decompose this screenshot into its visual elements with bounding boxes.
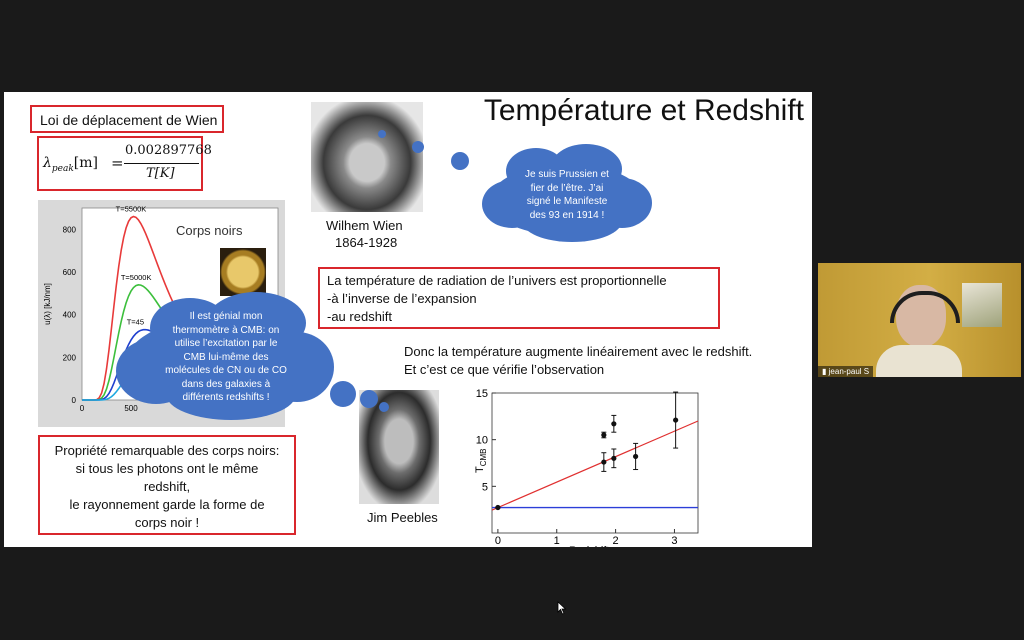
y-tick-label: 800 <box>62 225 76 235</box>
radiation-line: La température de radiation de l’univers est proportionnelle <box>327 273 667 288</box>
wien-law-label <box>30 105 224 133</box>
data-point <box>601 432 606 437</box>
bubble-dot-small <box>378 130 386 138</box>
peebles-cloud-text <box>134 310 318 405</box>
peebles-cloud-line: différents redshifts ! <box>182 392 270 403</box>
data-point <box>611 421 616 426</box>
formula-peak-sub: peak <box>51 163 74 174</box>
participant-name-tag <box>818 366 873 377</box>
peebles-cloud-line: CMB lui-même des <box>183 351 269 363</box>
formula-denominator: T[K] <box>146 166 175 181</box>
cmb-temperature-chart <box>462 385 712 555</box>
series-label: T=5500K <box>115 204 147 214</box>
presentation-slide <box>4 92 812 555</box>
y-axis-label: u(λ) [kJ/nm] <box>43 283 52 325</box>
wall-painting <box>962 283 1002 327</box>
series-label: T=45 <box>126 317 145 327</box>
y-axis-label-main: T <box>474 466 486 473</box>
blackbody-property-text <box>40 442 294 532</box>
x-tick-label: 0 <box>494 535 501 547</box>
plot-area <box>492 393 698 533</box>
series-label: T=5000K <box>120 272 152 282</box>
wien-law-label-text: Loi de déplacement de Wien <box>40 112 218 128</box>
mouse-cursor-icon <box>557 601 567 615</box>
participant-name: jean-paul S <box>828 367 870 376</box>
x-axis-label: Redshift, z <box>569 545 621 555</box>
peebles-caption: Jim Peebles <box>367 510 438 525</box>
data-point <box>611 456 616 461</box>
bubble-dot-small <box>379 402 389 412</box>
y-axis-label-sub: CMB <box>479 448 488 467</box>
formula-lambda: λ <box>43 155 52 171</box>
blackbody-property-box <box>38 435 296 535</box>
y-tick-label: 10 <box>475 434 488 447</box>
y-tick-label: 15 <box>475 388 488 400</box>
blackbody-line: si tous les photons ont le même <box>75 461 259 476</box>
formula-lhs <box>43 155 98 174</box>
wien-cloud-line: Je suis Prussien et <box>525 169 609 180</box>
formula-unit: [m] <box>73 155 98 171</box>
radiation-temperature-box <box>318 267 720 329</box>
x-tick-label: 2 <box>612 535 619 547</box>
wien-speech-cloud <box>482 144 652 242</box>
peebles-cloud-line: molécules de CN ou de CO <box>165 365 287 376</box>
formula-numerator: 0.002897768 <box>125 143 212 158</box>
conclusion-line: Donc la température augmente linéairement avec le redshift. <box>404 344 753 359</box>
formula-fraction-bar <box>124 163 199 164</box>
x-tick-label: 0 <box>79 404 85 413</box>
blackbody-line: Propriété remarquable des corps noirs: <box>54 443 280 458</box>
y-tick-label: 5 <box>481 481 488 494</box>
nobel-medal-image <box>220 248 266 296</box>
bubble-dot-large <box>451 152 469 170</box>
wien-caption-name: Wilhem Wien <box>326 218 403 233</box>
wien-caption-dates: 1864-1928 <box>335 235 398 250</box>
formula-equals: = <box>111 154 124 172</box>
peebles-cloud-line: Il est génial mon <box>189 311 263 322</box>
wien-cloud-line: signé le Manifeste <box>526 196 608 207</box>
peebles-cloud-line: dans des galaxies à <box>181 378 271 390</box>
conclusion-text <box>404 343 752 379</box>
peebles-cloud-line: utilise l’excitation par le <box>174 338 278 349</box>
y-axis-label <box>474 448 488 473</box>
webcam-video-tile[interactable] <box>818 263 1021 377</box>
wien-cloud-text <box>500 168 634 222</box>
y-tick-label: 200 <box>62 353 76 363</box>
signal-icon: ▮ <box>822 367 827 376</box>
wilhelm-wien-portrait <box>311 102 423 212</box>
blackbody-line: le rayonnement garde la forme de <box>69 497 265 512</box>
radiation-temperature-text <box>327 272 667 326</box>
wien-cloud-line: fier de l’être. J’ai <box>530 182 604 194</box>
y-tick-label: 0 <box>71 396 76 405</box>
y-tick-label: 400 <box>62 310 76 320</box>
data-point <box>633 454 638 459</box>
wien-cloud-line: des 93 en 1914 ! <box>529 209 605 221</box>
bubble-dot-medium <box>412 141 424 153</box>
peebles-cloud-line: thermomètre à CMB: on <box>172 324 280 336</box>
peebles-speech-cloud <box>116 292 334 422</box>
data-point <box>673 417 678 422</box>
wien-formula <box>37 136 212 191</box>
x-tick-label: 3 <box>671 535 678 547</box>
chart-title: Corps noirs <box>176 223 243 238</box>
blackbody-line: corps noir ! <box>134 515 200 530</box>
blackbody-line: redshift, <box>143 479 191 494</box>
radiation-line: -au redshift <box>327 309 393 324</box>
x-tick-label: 500 <box>124 404 138 413</box>
conclusion-line: Et c’est ce que vérifie l’observation <box>404 362 605 377</box>
y-tick-label: 600 <box>62 268 76 277</box>
x-tick-label: 1 <box>553 535 560 547</box>
data-point <box>601 459 606 464</box>
radiation-line: -à l’inverse de l’expansion <box>327 291 477 306</box>
participant-figure <box>876 285 962 377</box>
bubble-dot-medium <box>360 390 378 408</box>
data-point <box>495 505 500 510</box>
participant-body <box>876 345 962 377</box>
slide-title: Température et Redshift <box>483 94 804 127</box>
